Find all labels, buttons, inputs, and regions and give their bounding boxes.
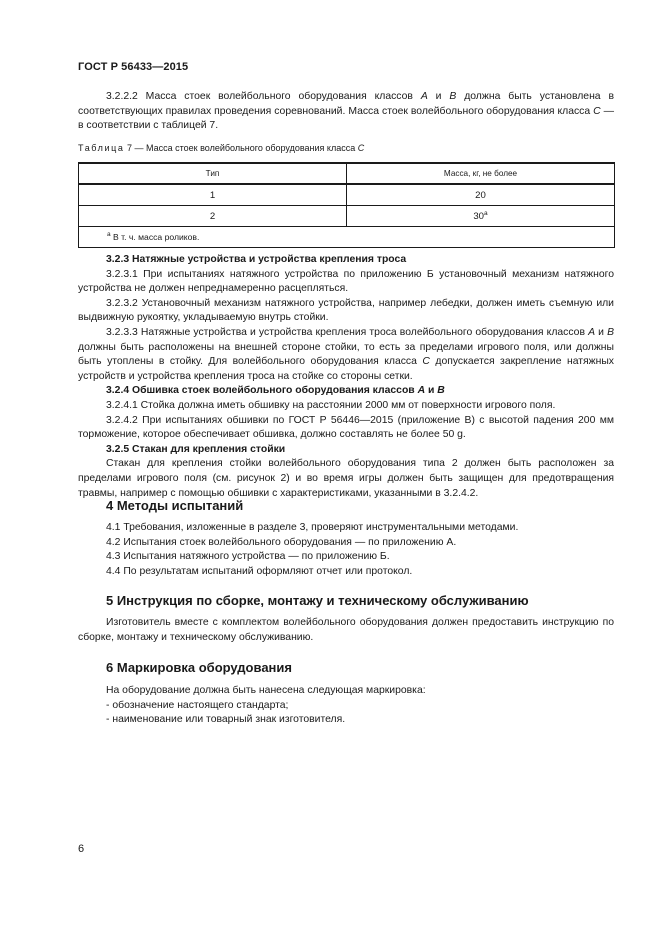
list-item: 4.2 Испытания стоек волейбольного оборудования — по приложению А. <box>106 536 457 548</box>
section-4-items <box>78 521 614 579</box>
section-3-2-3-to-3-2-5 <box>78 253 614 501</box>
heading-section-6: 6 Маркировка оборудования <box>106 660 292 675</box>
heading-3-2-5: 3.2.5 Стакан для крепления стойки <box>106 443 286 455</box>
table-row <box>79 184 615 206</box>
paragraph-3-2-4-2: 3.2.4.2 При испытаниях обшивки по ГОСТ Р 56446—2015 (приложение В) с высотой падения 200 мм торможение, которое обеспечивает обшивка, должно составлять не более 50 g. <box>78 414 614 441</box>
list-item: 4.4 По результатам испытаний оформляют отчет или протокол. <box>106 565 413 577</box>
heading-section-4: 4 Методы испытаний <box>106 498 244 513</box>
cell-type: 1 <box>79 184 347 206</box>
col-header-mass: Масса, кг, не более <box>347 163 615 184</box>
table-header-row <box>79 163 615 184</box>
col-header-type: Тип <box>79 163 347 184</box>
paragraph-3-2-3-2: 3.2.3.2 Установочный механизм натяжного устройства, например лебедки, должен иметь съемную или выдвижную рукоятку, укладываемую внутрь стойки. <box>78 297 614 324</box>
paragraph-3-2-2-2: 3.2.2.2 Масса стоек волейбольного оборудования классов A и B должна быть установлена в соответствующих правилах проведения соревнований. Масса стоек волейбольного оборудования класса C — в соответствии с таблицей 7. <box>78 91 615 132</box>
list-item: - обозначение настоящего стандарта; <box>106 699 289 711</box>
heading-section-5: 5 Инструкция по сборке, монтажу и техническому обслуживанию <box>106 593 529 608</box>
table-row <box>79 206 615 227</box>
paragraph-3-2-3-3: 3.2.3.3 Натяжные устройства и устройства крепления троса волейбольного оборудования классов A и B должны быть расположены на внешней стороне стойки, то есть за пределами игрового поля, или должны быть утоплены в стойку. Для волейбольного оборудования класса C допускается закрепление натяжных устройств и устройства крепления троса на стойке со стороны сетки. <box>78 326 614 382</box>
section-6-body <box>78 684 614 728</box>
table-caption: Таблица 7 — Масса стоек волейбольного оборудования класса C <box>78 143 365 153</box>
paragraph-3-2-5: Стакан для крепления стойки волейбольного оборудования типа 2 должен быть расположен за пределами игрового поля (см. рисунок 2) и во время игры должен быть защищен для предотвращения травмы, например с помощью обшивки с характеристиками, указанными в 3.2.4.2. <box>78 458 614 499</box>
list-item: 4.1 Требования, изложенные в разделе 3, проверяют инструментальными методами. <box>106 522 519 533</box>
paragraph-6-intro: На оборудование должна быть нанесена следующая маркировка: <box>106 685 426 696</box>
heading-3-2-4: 3.2.4 Обшивка стоек волейбольного оборудования классов A и B <box>106 385 445 397</box>
cell-mass: 20 <box>347 184 615 206</box>
heading-3-2-3: 3.2.3 Натяжные устройства и устройства крепления троса <box>106 254 407 265</box>
table-footnote-row <box>79 227 615 248</box>
cell-type: 2 <box>79 206 347 227</box>
table-footnote: $^a$ В т. ч. масса роликов. <box>79 227 615 248</box>
page-number: 6 <box>78 843 85 855</box>
cell-mass: 30$^a$ <box>347 206 615 227</box>
paragraph-5: Изготовитель вместе с комплектом волейбольного оборудования должен предоставить инструкцию по сборке, монтажу и техническому обслуживанию. <box>78 617 614 643</box>
mass-table <box>78 162 615 248</box>
paragraph-3-2-3-1: 3.2.3.1 При испытаниях натяжного устройства по приложению Б установочный механизм натяжного устройства не должен непреднамеренно расцепляться. <box>78 268 614 295</box>
list-item: - наименование или товарный знак изготовителя. <box>106 714 346 726</box>
paragraph-3-2-4-1: 3.2.4.1 Стойка должна иметь обшивку на расстоянии 2000 мм от поверхности игрового поля. <box>106 399 556 411</box>
section-5-body <box>78 616 614 645</box>
document-header: ГОСТ Р 56433—2015 <box>78 61 189 73</box>
list-item: 4.3 Испытания натяжного устройства — по приложению Б. <box>106 551 390 563</box>
